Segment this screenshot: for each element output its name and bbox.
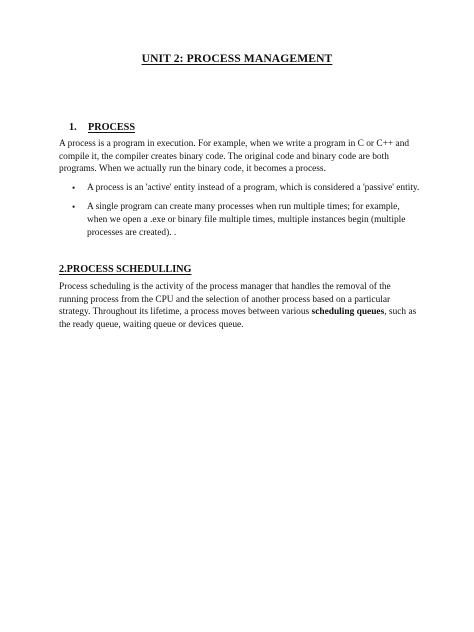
list-item [59,201,421,239]
bullet-icon: • [72,202,76,213]
bullet-text: A process is an 'active' entity instead of a program, which is considered a 'passive' entity. [87,182,420,193]
section-process [59,122,421,246]
list-item [59,182,421,195]
section-heading-text: PROCESS [88,122,135,133]
section-heading-scheduling: 2.PROCESS SCHEDULLING [59,264,192,275]
page-title [0,52,474,65]
scheduling-text-start: Process scheduling is the activity of the process manager that handles the removal of the running process from the CPU and the selection of another process based on a particular strategy. Throughout its lifetime, a process moves between various [59,282,391,318]
section-process-scheduling [59,264,421,331]
section-heading-process [59,122,421,133]
process-bullet-list [59,182,421,239]
process-paragraph: A process is a program in execution. For example, when we write a program in C or C++ and compile it, the compiler creates binary code. The original code and binary code are both programs. When we actually run the binary code, it becomes a process. [59,139,410,175]
section-number: 1. [69,122,77,133]
scheduling-queues-term: scheduling queues [311,307,385,318]
scheduling-paragraph [59,281,421,331]
bullet-icon: • [72,182,76,193]
page-title-text: UNIT 2: PROCESS MANAGEMENT [141,52,333,65]
scheduling-text-end: , such as the ready queue, waiting queue or devices queue. [59,307,417,330]
bullet-text: A single program can create many processes when run multiple times; for example, when we open a .exe or binary file multiple times, multiple instances begin (multiple processes are created). . [87,202,406,238]
